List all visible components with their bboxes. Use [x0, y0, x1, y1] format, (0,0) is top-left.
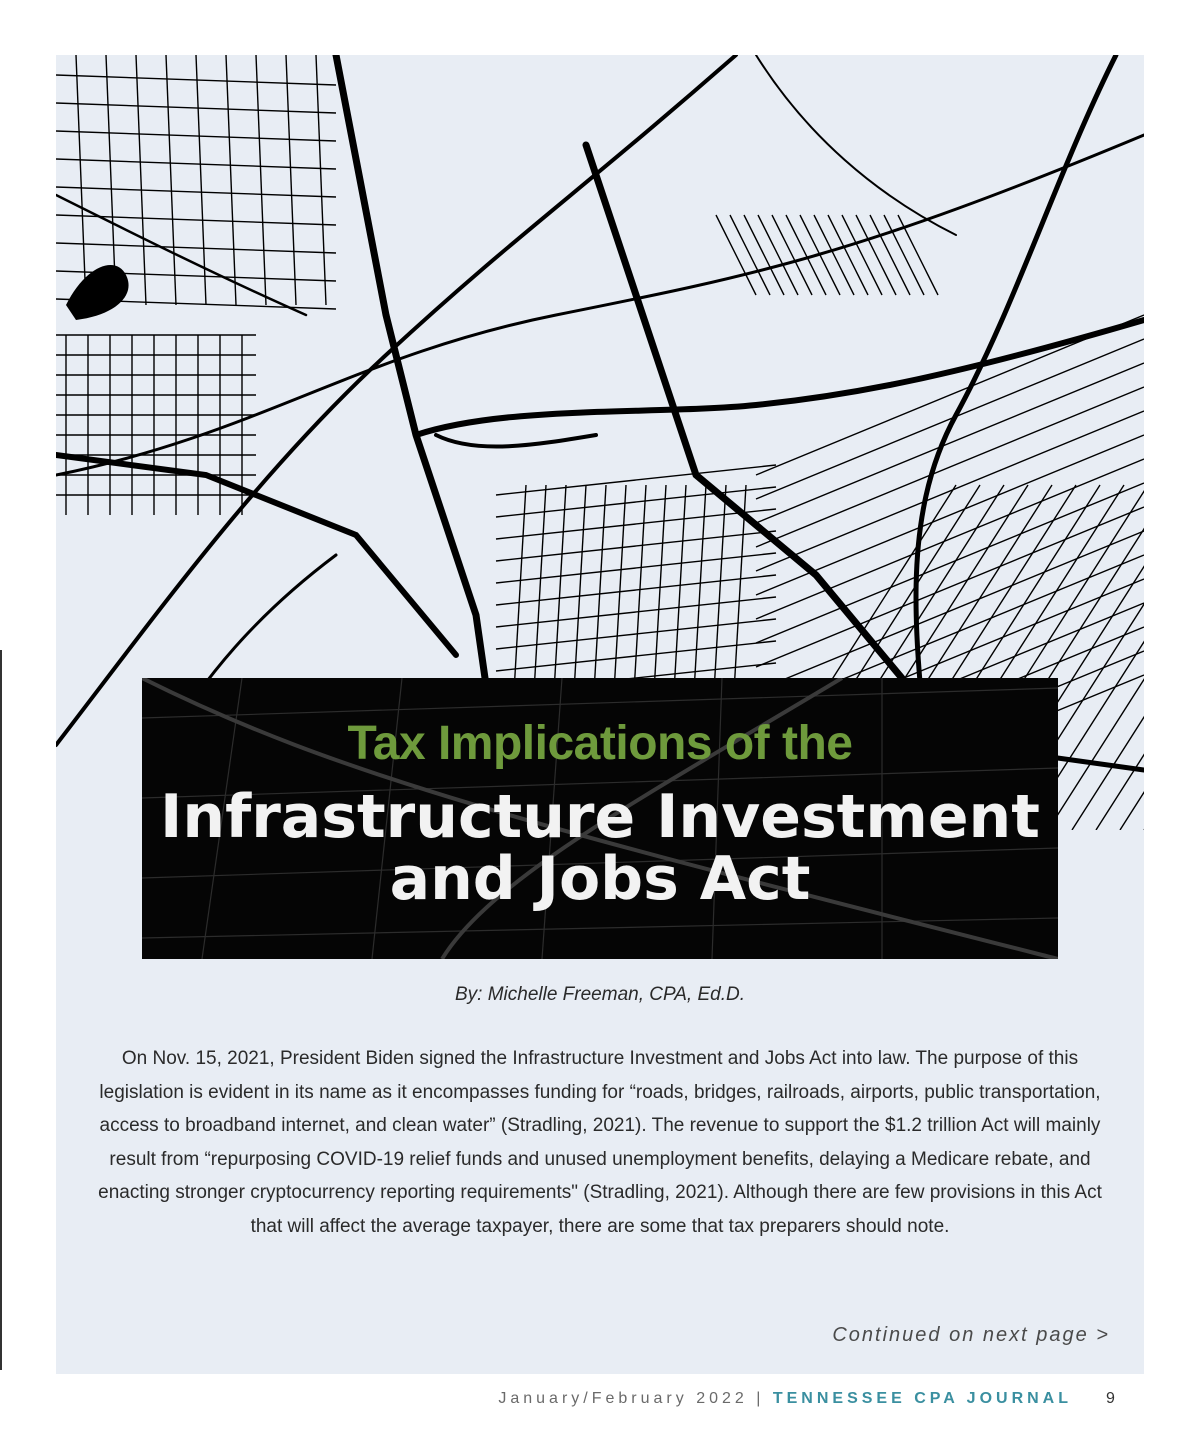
title-line-main-2: and Jobs Act [389, 844, 811, 914]
article-body: On Nov. 15, 2021, President Biden signed the Infrastructure Investment and Jobs Act into law. The purpose of this legislation is evident in its name as it encompasses funding for “roads, bridges, railroads, airports, public transportation, access to broadband internet, and clean water” (Stradling, 2021). The revenue to support the $1.2 trillion Act will mainly result from “repurposing COVID-19 relief funds and unused unemployment benefits, delaying a Medicare rebate, and enacting stronger cryptocurrency reporting requirements" (Stradling, 2021). Although there are few provisions in this Act that will affect the average taxpayer, there are some that tax preparers should note. [98, 1048, 1102, 1237]
footer-separator: | [756, 1390, 765, 1407]
continued-link[interactable]: Continued on next page > [832, 1324, 1110, 1346]
footer [498, 1390, 1072, 1408]
footer-issue: January/February 2022 [498, 1390, 748, 1407]
title-banner [142, 678, 1058, 959]
title-line-green: Tax Implications of the [347, 717, 853, 770]
byline: By: Michelle Freeman, CPA, Ed.D. [454, 984, 746, 1005]
footer-journal-name: TENNESSEE CPA JOURNAL [772, 1390, 1072, 1407]
page-edge-rule [0, 650, 2, 1370]
page-number: 9 [1106, 1390, 1115, 1407]
title-line-main-1: Infrastructure Investment [160, 782, 1040, 852]
